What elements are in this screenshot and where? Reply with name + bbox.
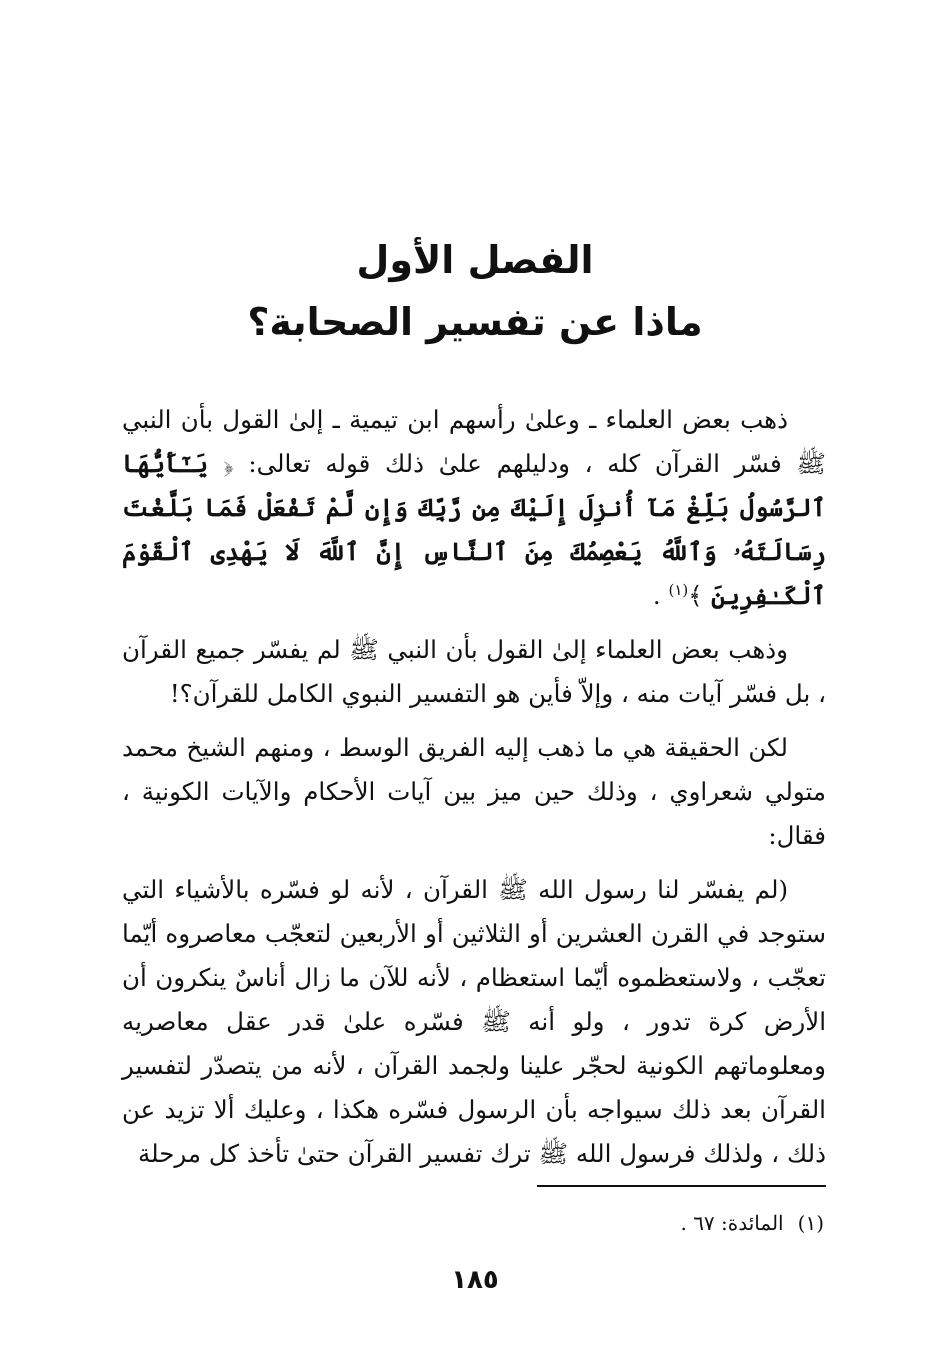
chapter-number: الفصل الأول xyxy=(356,238,594,282)
verse-text: يَـٰٓأَيُّهَا ٱلرَّسُولُ بَلِّغْ مَآ أُنزِلَ إِلَيْكَ مِن رَّبِّكَ وَإِن لَّمْ تَفْعَلْ فَمَا بَلَّغْتَ رِسَالَتَهُۥ وَٱللَّهُ يَعْصِمُكَ مِنَ ٱلنَّاسِ إِنَّ ٱللَّهَ لَا يَهْدِى ٱلْقَوْمَ ٱلْكَـٰفِرِينَ xyxy=(122,449,826,610)
footnote-divider xyxy=(537,1185,826,1187)
footnote-reference: (١) xyxy=(668,580,689,599)
footnote-text: المائدة: ٦٧ . xyxy=(680,1211,784,1235)
verse-open-bracket: ﴿ xyxy=(223,449,234,478)
paragraph-1-end: . xyxy=(652,581,669,610)
paragraph-2: وذهب بعض العلماء إلىٰ القول بأن النبي ﷺ لم يفسّر جميع القرآن ، بل فسّر آيات منه ، وإلاّ فأين هو التفسير النبوي الكامل للقرآن؟! xyxy=(122,635,826,708)
footnote-number: (١) xyxy=(797,1211,824,1235)
paragraph-3: لكن الحقيقة هي ما ذهب إليه الفريق الوسط ، ومنهم الشيخ محمد متولي شعراوي ، وذلك حين ميز بين آيات الأحكام والآيات الكونية ، فقال: xyxy=(122,733,826,850)
body-text xyxy=(122,398,826,1186)
page-number: ١٨٥ xyxy=(451,1265,499,1295)
paragraph-4: (لم يفسّر لنا رسول الله ﷺ القرآن ، لأنه لو فسّره بالأشياء التي ستوجد في القرن العشرين أو الثلاثين أو الأربعين لتعجّب معاصروه أيّما تعجّب ، ولاستعظموه أيّما استعظام ، لأنه للآن ما زال أناسٌ ينكرون أن الأرض كرة تدور ، ولو أنه ﷺ فسّره علىٰ قدر عقل معاصريه ومعلوماتهم الكونية لحجّر علينا ولجمد القرآن ، لأنه من يتصدّر لتفسير القرآن بعد ذلك سيواجه بأن الرسول فسّره هكذا ، وعليك ألا تزيد عن ذلك ، ولذلك فرسول الله ﷺ ترك تفسير القرآن حتىٰ تأخذ كل مرحلة xyxy=(122,875,826,1168)
chapter-heading xyxy=(0,232,950,350)
paragraph-1-text: ذهب بعض العلماء ـ وعلىٰ رأسهم ابن تيمية ـ إلىٰ القول بأن النبي ﷺ فسّر القرآن كله ، ودليلهم علىٰ ذلك قوله تعالى: xyxy=(122,405,826,478)
verse-close-bracket: ﴾ xyxy=(688,581,703,610)
chapter-title: ماذا عن تفسير الصحابة؟ xyxy=(247,300,703,344)
footnote xyxy=(680,1208,824,1238)
paragraph-1 xyxy=(122,398,826,618)
